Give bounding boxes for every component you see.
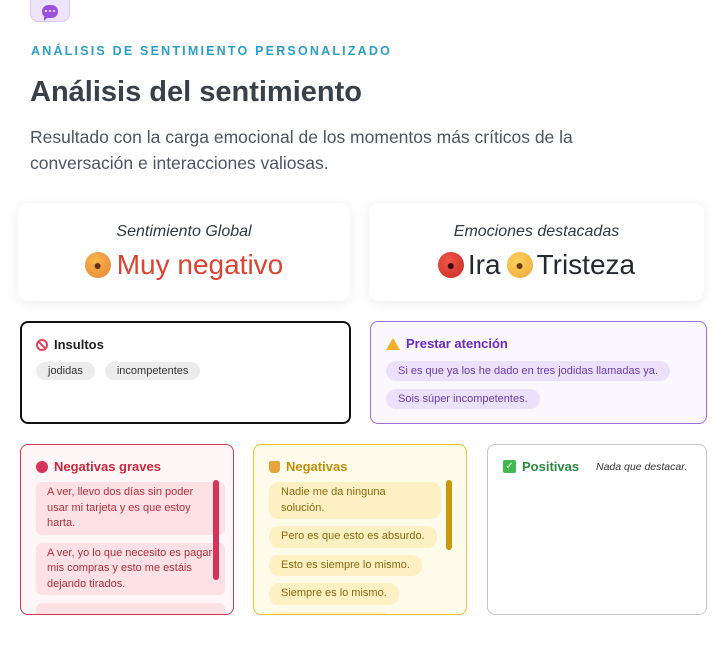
- section-eyebrow: ANÁLISIS DE SENTIMIENTO PERSONALIZADO: [31, 44, 393, 58]
- graves-quote: A ver, llevo dos días sin poder usar mi tarjeta y es que estoy harta.: [36, 482, 225, 535]
- attention-chip: Sois súper incompetentes.: [386, 389, 540, 409]
- thumbs-down-icon: [269, 461, 280, 473]
- negativas-quote: Pero es que esto es absurdo.: [269, 526, 437, 548]
- page-subtitle: Resultado con la carga emocional de los momentos más críticos de la conversación e interacciones valiosas.: [30, 127, 573, 173]
- sad-face-icon: ●: [507, 252, 533, 278]
- emotion-tristeza: Tristeza: [536, 249, 636, 280]
- negativas-graves-panel: [20, 444, 234, 615]
- warning-icon: [386, 338, 400, 350]
- prohibited-icon: [36, 339, 48, 351]
- negativas-quote-partial: [269, 612, 389, 616]
- global-sentiment-label: Sentimiento Global: [116, 223, 252, 240]
- red-dot-icon: [36, 461, 48, 473]
- emotions-label: Emociones destacadas: [453, 223, 620, 240]
- attention-chip: Si es que ya los he dado en tres jodidas llamadas ya.: [386, 361, 670, 381]
- negativas-scrollbar[interactable]: [446, 480, 452, 550]
- insult-chip: jodidas: [36, 362, 95, 380]
- negativas-title: Negativas: [286, 459, 348, 474]
- insultos-title: Insultos: [54, 337, 104, 352]
- positivas-panel: [487, 444, 707, 615]
- positivas-title: Positivas: [522, 459, 580, 474]
- emotion-ira: Ira: [467, 249, 501, 280]
- negativas-quote: Nadie me da ninguna solución.: [269, 482, 441, 519]
- check-icon: ✓: [503, 460, 516, 473]
- negativas-quote: Esto es siempre lo mismo.: [269, 555, 422, 577]
- atencion-title: Prestar atención: [406, 336, 508, 351]
- positivas-note: Nada que destacar.: [596, 461, 688, 473]
- rage-face-icon: ●: [438, 252, 464, 278]
- page-title: Análisis del sentimiento: [30, 76, 362, 108]
- atencion-panel: [370, 321, 707, 424]
- graves-scrollbar[interactable]: [213, 480, 219, 580]
- insult-chip: incompetentes: [105, 362, 201, 380]
- angry-face-icon: ●: [85, 252, 111, 278]
- insultos-panel: [20, 321, 351, 424]
- graves-title: Negativas graves: [54, 459, 161, 474]
- emotions-card: [369, 203, 704, 301]
- negativas-panel: [253, 444, 467, 615]
- graves-quote: A ver, yo lo que necesito es pagar mis compras y esto me estáis dejando tirados.: [36, 543, 225, 596]
- global-sentiment-value: Muy negativo: [116, 249, 284, 280]
- chat-bubble-icon: [30, 0, 70, 22]
- negativas-quote: Siempre es lo mismo.: [269, 583, 399, 605]
- global-sentiment-card: [18, 203, 350, 301]
- graves-quote-partial: [36, 603, 225, 615]
